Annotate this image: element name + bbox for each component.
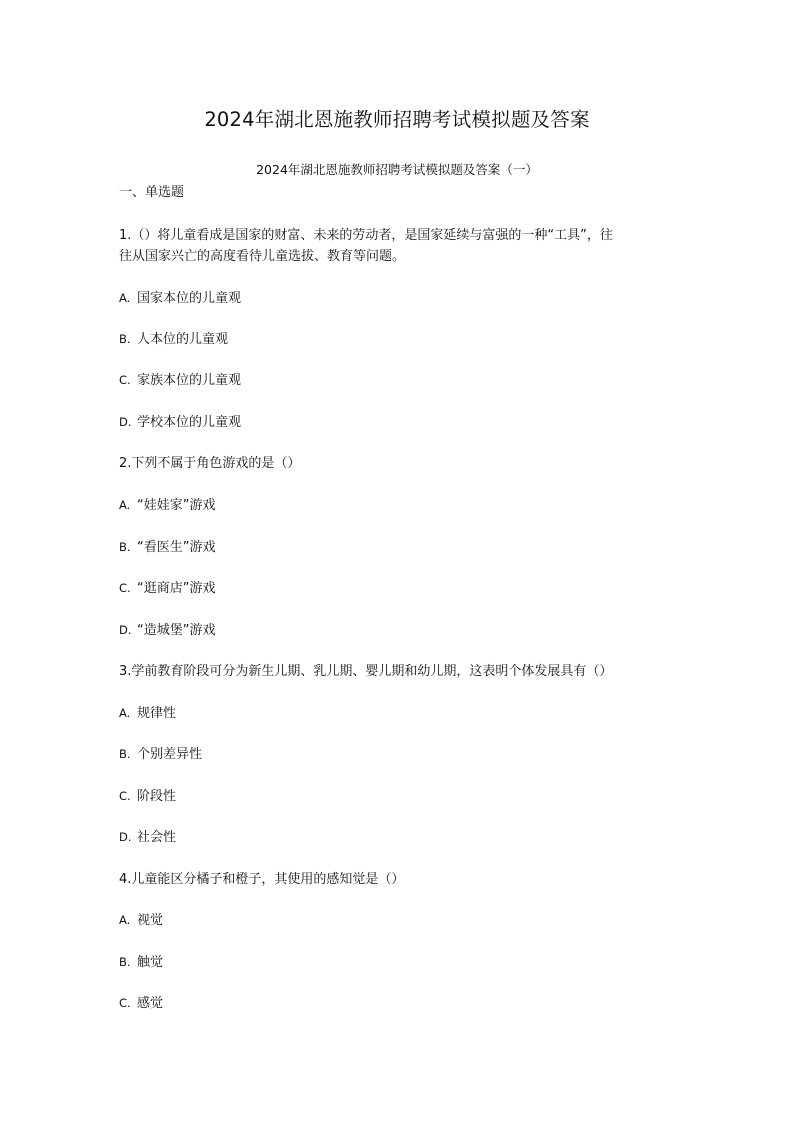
option-text: 国家本位的儿童观 bbox=[137, 291, 242, 306]
option-letter: D. bbox=[119, 830, 132, 844]
question-2-option-d bbox=[119, 619, 215, 638]
option-text: “娃娃家”游戏 bbox=[137, 498, 216, 513]
option-letter: C. bbox=[119, 581, 131, 595]
option-letter: A. bbox=[119, 706, 131, 720]
option-letter: B. bbox=[119, 332, 131, 346]
option-letter: D. bbox=[119, 415, 132, 429]
question-4-option-a bbox=[119, 909, 163, 928]
document-title: 2024年湖北恩施教师招聘考试模拟题及答案 bbox=[204, 108, 590, 131]
question-4-option-b bbox=[119, 951, 163, 970]
document-subtitle: 2024年湖北恩施教师招聘考试模拟题及答案（一） bbox=[256, 162, 538, 177]
question-3-option-b bbox=[119, 743, 202, 762]
question-3-stem: 3.学前教育阶段可分为新生儿期、乳儿期、婴儿期和幼儿期，这表明个体发展具有（） bbox=[119, 664, 613, 679]
option-letter: A. bbox=[119, 498, 131, 512]
question-2-option-b bbox=[119, 536, 215, 555]
option-text: “造城堡”游戏 bbox=[137, 623, 216, 638]
question-1-stem-line-2: 往从国家兴亡的高度看待儿童选拔、教育等问题。 bbox=[119, 249, 406, 264]
section-heading: 一、单选题 bbox=[119, 185, 185, 200]
question-1-option-b bbox=[119, 328, 228, 347]
question-2-option-c bbox=[119, 577, 215, 596]
option-letter: C. bbox=[119, 789, 131, 803]
option-text: 触觉 bbox=[137, 955, 164, 970]
question-1-option-d bbox=[119, 411, 241, 430]
question-1-option-c bbox=[119, 369, 241, 388]
option-letter: B. bbox=[119, 540, 131, 554]
option-text: “看医生”游戏 bbox=[137, 540, 216, 555]
question-3-option-a bbox=[119, 702, 176, 721]
option-letter: B. bbox=[119, 955, 131, 969]
question-4-option-c bbox=[119, 992, 163, 1011]
option-letter: A. bbox=[119, 291, 131, 305]
question-3-option-c bbox=[119, 785, 176, 804]
option-text: “逛商店”游戏 bbox=[137, 581, 216, 596]
option-text: 学校本位的儿童观 bbox=[137, 415, 242, 430]
option-letter: A. bbox=[119, 913, 131, 927]
question-2-stem: 2.下列不属于角色游戏的是（） bbox=[119, 456, 301, 471]
option-text: 阶段性 bbox=[137, 789, 177, 804]
question-2-option-a bbox=[119, 494, 215, 513]
question-1-option-a bbox=[119, 287, 241, 306]
question-1-stem-line-1: 1.（）将儿童看成是国家的财富、未来的劳动者，是国家延续与富强的一种“工具”，往 bbox=[119, 228, 613, 243]
option-letter: C. bbox=[119, 996, 131, 1010]
option-letter: C. bbox=[119, 373, 131, 387]
option-text: 人本位的儿童观 bbox=[137, 332, 229, 347]
option-text: 感觉 bbox=[137, 996, 164, 1011]
option-text: 视觉 bbox=[137, 913, 164, 928]
question-4-stem: 4.儿童能区分橘子和橙子，其使用的感知觉是（） bbox=[119, 872, 405, 887]
question-3-option-d bbox=[119, 826, 176, 845]
option-text: 社会性 bbox=[137, 830, 177, 845]
option-text: 规律性 bbox=[137, 706, 177, 721]
option-letter: D. bbox=[119, 623, 132, 637]
option-letter: B. bbox=[119, 747, 131, 761]
option-text: 家族本位的儿童观 bbox=[137, 373, 242, 388]
option-text: 个别差异性 bbox=[137, 747, 203, 762]
